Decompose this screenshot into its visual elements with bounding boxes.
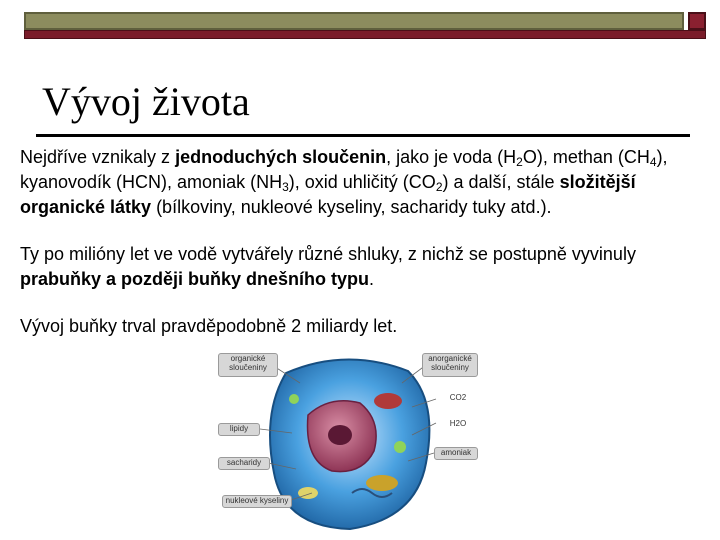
bold-text: prabuňky a později buňky dnešního typu bbox=[20, 269, 370, 289]
label-organic-compounds: organické sloučeniny bbox=[218, 353, 278, 377]
text-run: Nejdříve vznikaly z bbox=[20, 147, 176, 167]
slide-top-decoration bbox=[24, 12, 706, 40]
text-run: (bílkoviny, nukleové kyseliny, sacharidy tuky atd.). bbox=[151, 197, 552, 217]
title-underline bbox=[36, 134, 690, 137]
text-run: Vývoj buňky trval pravděpodobně 2 miliardy let. bbox=[20, 316, 398, 336]
subscript: 2 bbox=[435, 180, 443, 194]
subscript: 4 bbox=[649, 155, 657, 169]
paragraph-3 bbox=[20, 314, 716, 339]
label-lipids: lipidy bbox=[218, 423, 260, 436]
subscript: 3 bbox=[282, 180, 289, 194]
label-ammonia: amoniak bbox=[434, 447, 478, 460]
bold-text: složitější organické látky bbox=[20, 172, 636, 217]
slide-body bbox=[20, 145, 716, 361]
text-run: ), oxid uhličitý (CO bbox=[288, 172, 436, 192]
label-co2: CO2 bbox=[449, 393, 467, 402]
subscript: 2 bbox=[516, 155, 523, 169]
label-saccharides: sacharidy bbox=[218, 457, 270, 470]
text-run: ) a další, stále bbox=[442, 172, 560, 192]
maroon-bar bbox=[24, 30, 706, 39]
cell-body bbox=[270, 359, 429, 529]
text-run: . bbox=[369, 269, 375, 289]
text-run: O), methan (CH bbox=[522, 147, 650, 167]
paragraph-2 bbox=[20, 242, 716, 292]
corner-square bbox=[688, 12, 706, 30]
cell-figure bbox=[212, 343, 480, 535]
bold-text: jednoduchých sloučenin bbox=[175, 147, 387, 167]
label-h2o: H2O bbox=[449, 419, 467, 428]
text-run: , jako je voda (H bbox=[386, 147, 517, 167]
label-inorganic-compounds: anorganické sloučeniny bbox=[422, 353, 478, 377]
slide-title: Vývoj života bbox=[42, 79, 250, 124]
text-run: ), kyanovodík (HCN), amoniak (NH bbox=[20, 147, 668, 192]
paragraph-1 bbox=[20, 145, 716, 220]
olive-bar bbox=[24, 12, 684, 30]
label-nucleic-acids: nukleové kyseliny bbox=[222, 495, 292, 508]
text-run: Ty po milióny let ve vodě vytvářely různé shluky, z nichž se postupně vyvinuly bbox=[20, 244, 636, 264]
